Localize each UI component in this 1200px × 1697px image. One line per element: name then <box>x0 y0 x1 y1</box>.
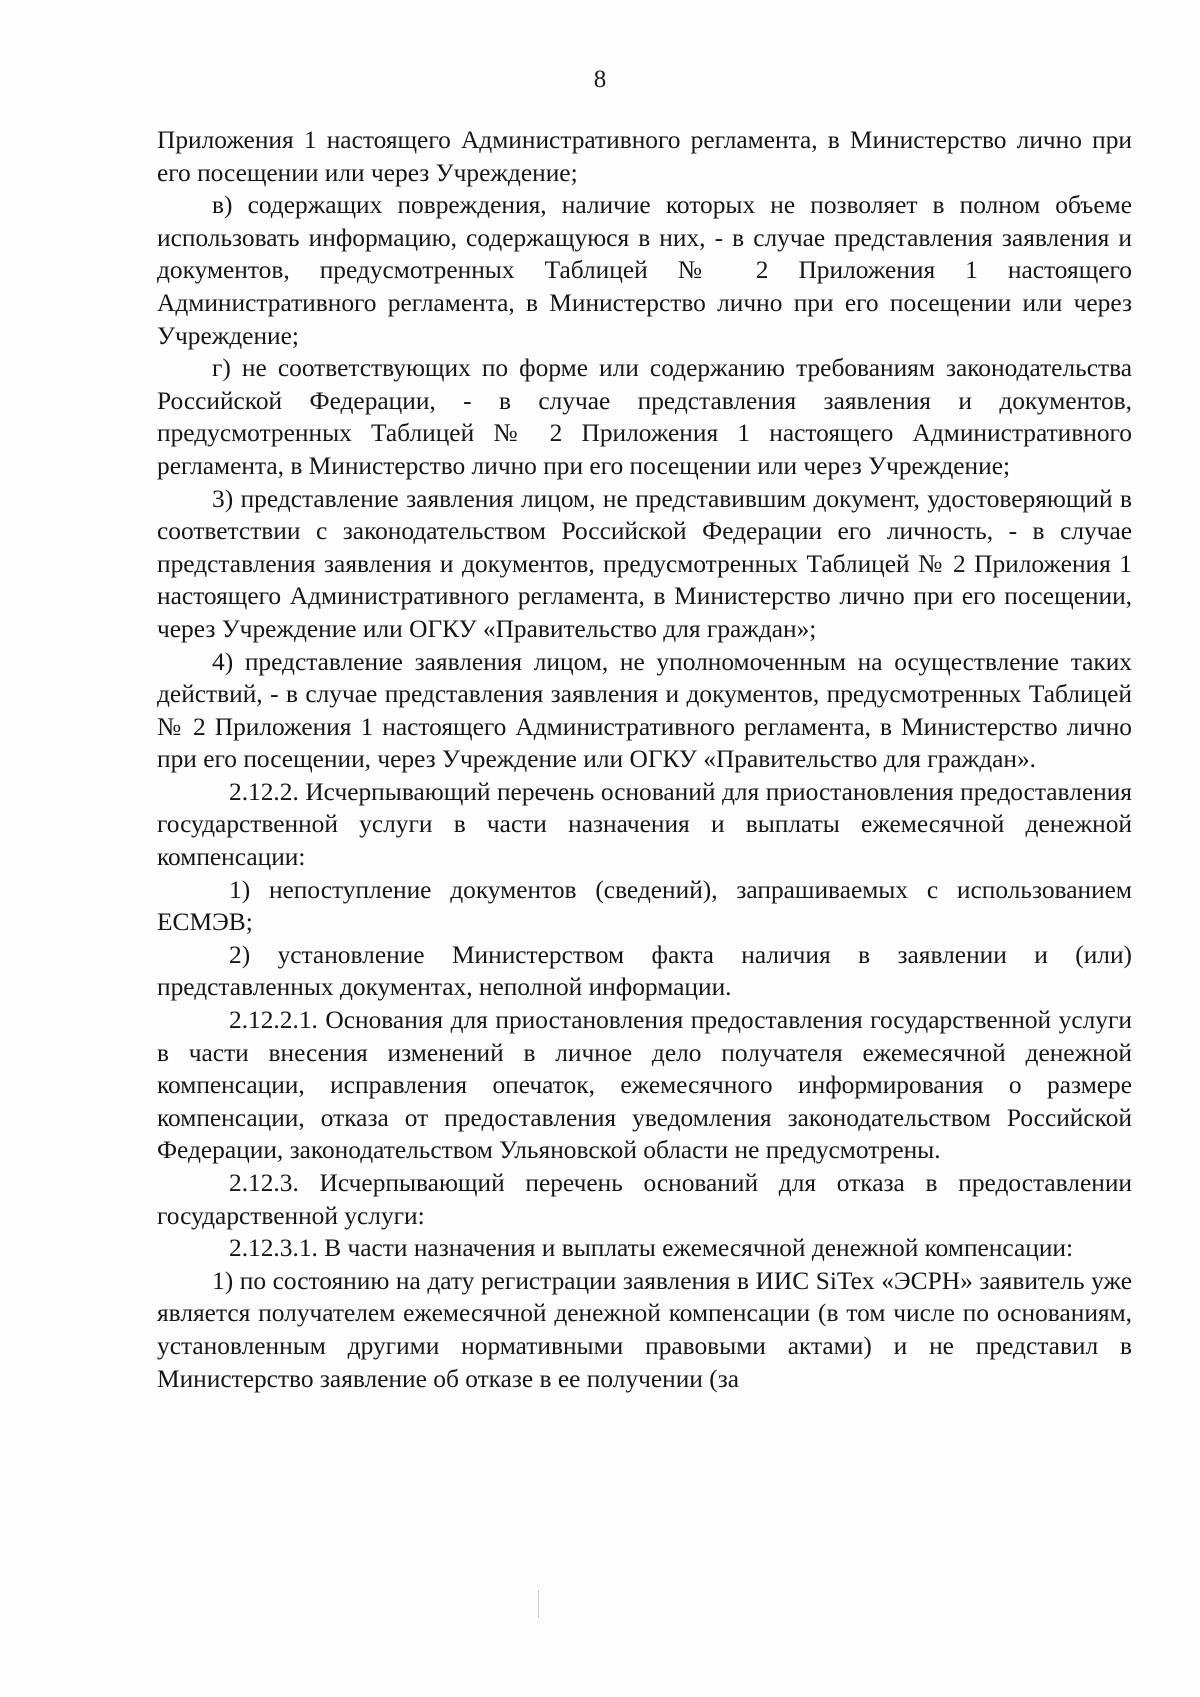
paragraph-5: 4) представление заявления лицом, не уполномоченным на осуществление таких действий, - в случае представления заявления и документов, предусмотренных Таблицей № 2 Приложения 1 настоящего Административного регламента, в Министерство лично при его посещении, через Учреждение или ОГКУ «Правительство для граждан». <box>157 647 1132 774</box>
paragraph-7: 1) непоступление документов (сведений), запрашиваемых с использованием ЕСМЭВ; <box>157 875 1132 937</box>
paragraph-3: г) не соответствующих по форме или содержанию требованиям законодательства Российской Федерации, - в случае представления заявления и документов, предусмотренных Таблицей № 2 Приложения 1 настоящего Административного регламента, в Министерство лично при его посещении или через Учреждение; <box>157 354 1132 480</box>
paragraph-9: 2.12.2.1. Основания для приостановления предоставления государственной услуги в части внесения изменений в личное дело получателя ежемесячной денежной компенсации, исправления опечаток, ежемесячного информирования о размере компенсации, отказа от предоставления уведомления законодательством Российской Федерации, законодательством Ульяновской области не предусмотрены. <box>157 1006 1132 1165</box>
paragraph-1: Приложения 1 настоящего Административного регламента, в Министерство лично при его посещении или через Учреждение; <box>157 126 1132 187</box>
paragraph-2: в) содержащих повреждения, наличие которых не позволяет в полном объеме использовать информацию, содержащуюся в них, - в случае представления заявления и документов, предусмотренных Таблицей № 2 Приложения 1 настоящего Административного регламента, в Министерство лично при его посещении или через Учреждение; <box>157 191 1132 350</box>
paragraph-6: 2.12.2. Исчерпывающий перечень оснований для приостановления предоставления государственной услуги в части назначения и выплаты ежемесячной денежной компенсации: <box>157 777 1132 872</box>
paragraph-8: 2) установление Министерством факта наличия в заявлении и (или) представленных документах, неполной информации. <box>157 940 1132 1002</box>
paragraph-12: 1) по состоянию на дату регистрации заявления в ИИС SiTex «ЭСРН» заявитель уже является получателем ежемесячной денежной компенсации (в том числе по основаниям, установленным другими нормативными правовыми актами) и не представил в Министерство заявление об отказе в ее получении (за <box>157 1266 1132 1393</box>
paragraph-4: 3) представление заявления лицом, не представившим документ, удостоверяющий в соответствии с законодательством Российской Федерации его личность, - в случае представления заявления и документов, предусмотренных Таблицей № 2 Приложения 1 настоящего Административного регламента, в Министерство лично при его посещении, через Учреждение или ОГКУ «Правительство для граждан»; <box>157 484 1132 643</box>
page-number: 8 <box>593 66 607 93</box>
scan-artifact <box>538 1590 539 1618</box>
document-body <box>157 124 1132 1395</box>
paragraph-11: 2.12.3.1. В части назначения и выплаты ежемесячной денежной компенсации: <box>229 1234 1074 1263</box>
paragraph-10: 2.12.3. Исчерпывающий перечень оснований для отказа в предоставлении государственной услуги: <box>157 1169 1132 1230</box>
